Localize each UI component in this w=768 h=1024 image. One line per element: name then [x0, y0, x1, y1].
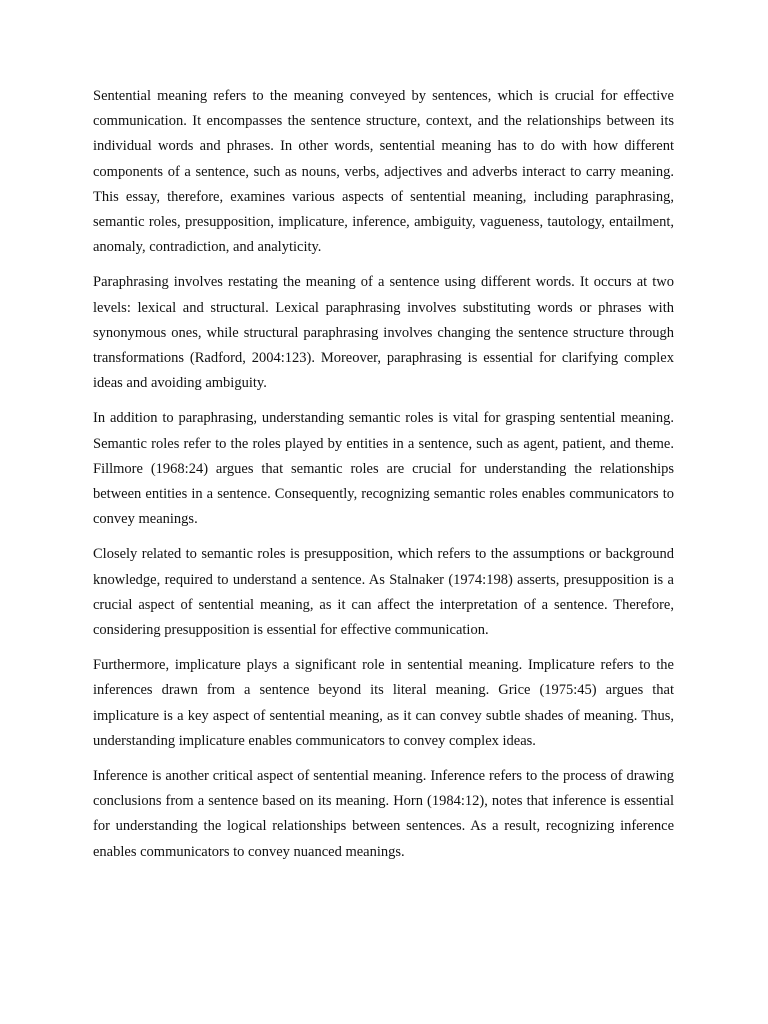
paragraph-semantic-roles: In addition to paraphrasing, understanding semantic roles is vital for grasping sentential meaning. Semantic roles refer to the roles played by entities in a sentence, such as agent, patient, and theme. Fillmore (1968:24) argues that semantic roles are crucial for understanding the relationships between entities in a sentence. Consequently, recognizing semantic roles enables communicators to convey meanings.: [93, 410, 674, 528]
paragraph-implicature: Furthermore, implicature plays a significant role in sentential meaning. Implicature refers to the inferences drawn from a sentence beyond its literal meaning. Grice (1975:45) argues that implicature is a key aspect of sentential meaning, as it can convey subtle shades of meaning. Thus, understanding implicature enables communicators to convey complex ideas.: [93, 657, 674, 749]
paragraph-paraphrasing: Paraphrasing involves restating the meaning of a sentence using different words. It occurs at two levels: lexical and structural. Lexical paraphrasing involves substituting words or phrases with synonymous ones, while structural paraphrasing involves changing the sentence structure through transformations (Radford, 2004:123). Moreover, paraphrasing is essential for clarifying complex ideas and avoiding ambiguity.: [93, 274, 674, 392]
document-page: [93, 84, 674, 875]
paragraph-inference: Inference is another critical aspect of sentential meaning. Inference refers to the process of drawing conclusions from a sentence based on its meaning. Horn (1984:12), notes that inference is essential for understanding the logical relationships between sentences. As a result, recognizing inference enables communicators to convey nuanced meanings.: [93, 768, 674, 860]
paragraph-intro: Sentential meaning refers to the meaning conveyed by sentences, which is crucial for effective communication. It encompasses the sentence structure, context, and the relationships between its individual words and phrases. In other words, sentential meaning has to do with how different components of a sentence, such as nouns, verbs, adjectives and adverbs interact to carry meaning. This essay, therefore, examines various aspects of sentential meaning, including paraphrasing, semantic roles, presupposition, implicature, inference, ambiguity, vagueness, tautology, entailment, anomaly, contradiction, and analyticity.: [93, 88, 674, 256]
paragraph-presupposition: Closely related to semantic roles is presupposition, which refers to the assumptions or background knowledge, required to understand a sentence. As Stalnaker (1974:198) asserts, presupposition is a crucial aspect of sentential meaning, as it can affect the interpretation of a sentence. Therefore, considering presupposition is essential for effective communication.: [93, 546, 674, 639]
